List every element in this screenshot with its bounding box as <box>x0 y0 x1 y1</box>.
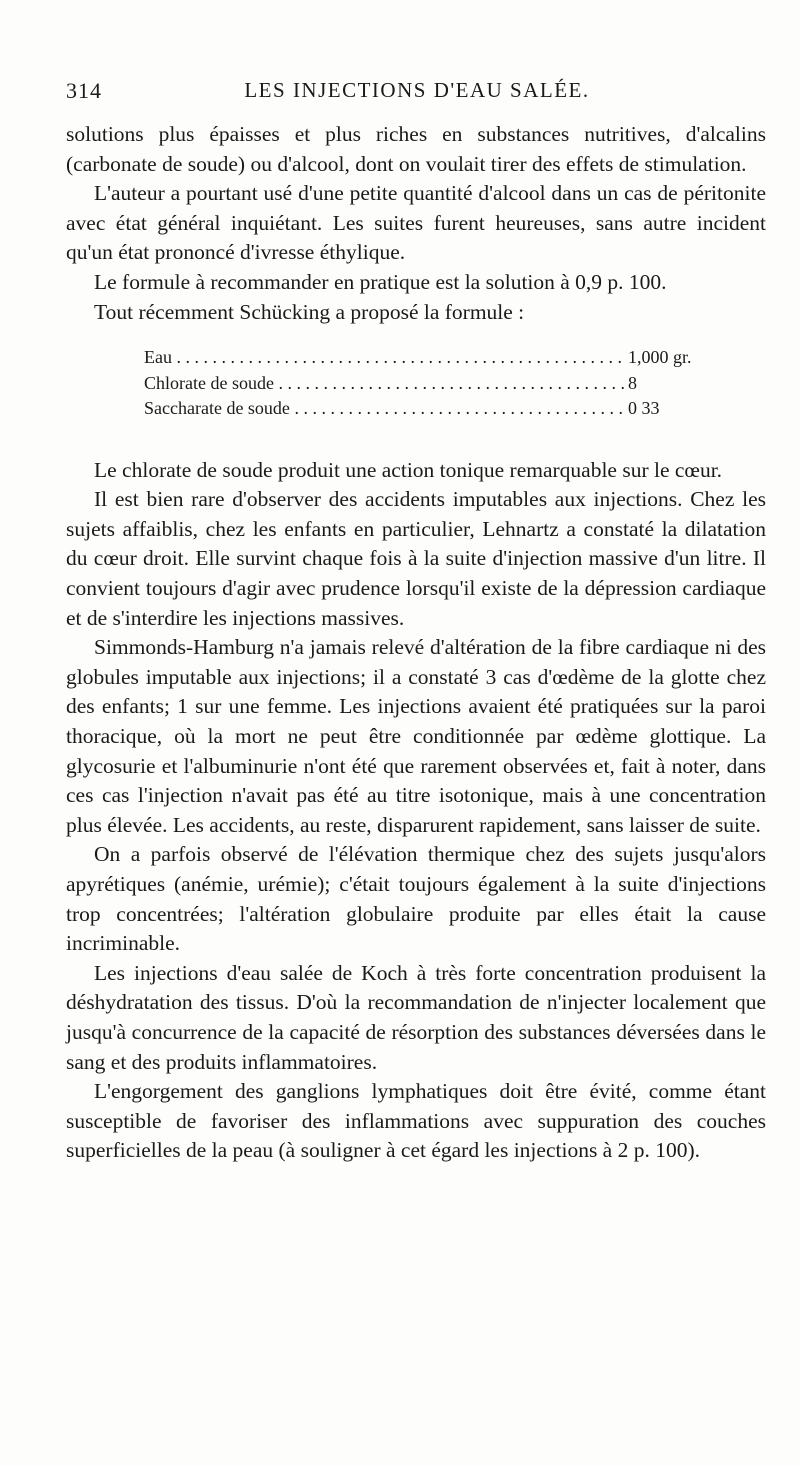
formula-table <box>66 345 766 422</box>
paragraph: On a parfois observé de l'élévation thermique chez des sujets jusqu'alors apyrétiques (anémie, urémie); c'était toujours également à la suite d'injections trop concentrées; l'altération globulaire produite par elles était la cause incriminable. <box>66 842 766 956</box>
running-title: LES INJECTIONS D'EAU SALÉE. <box>244 78 590 102</box>
formula-row <box>66 371 766 397</box>
paragraph: solutions plus épaisses et plus riches en substances nutritives, d'alcalins (carbonate de soude) ou d'alcool, dont on voulait tirer des effets de stimulation. <box>66 122 766 176</box>
formula-quantity: 8 <box>624 371 748 397</box>
paragraph: L'auteur a pourtant usé d'une petite quantité d'alcool dans un cas de péritonite avec état général inquiétant. Les suites furent heureuses, sans autre incident qu'un état prononcé d'ivresse éthylique. <box>66 181 766 265</box>
paragraph: Le formule à recommander en pratique est la solution à 0,9 p. 100. <box>94 269 667 294</box>
body-text <box>66 120 766 1166</box>
formula-row <box>66 345 766 371</box>
formula-ingredient: Eau . . . <box>144 345 624 371</box>
paragraph: Simmonds-Hamburg n'a jamais relevé d'altération de la fibre cardiaque ni des globules imputable aux injections; il a constaté 3 cas d'œdème de la glotte chez des enfants; 1 sur une femme. Les injections avaient été pratiquées sur la paroi thoracique, où la mort ne peut être conditionnée par œdème glottique. La glycosurie et l'albuminurie n'ont été que rarement observées et, fait à noter, dans ces cas l'injection n'avait pas été au titre isotonique, mais à une concentration plus élevée. Les accidents, au reste, disparurent rapidement, sans laisser de suite. <box>66 635 766 837</box>
page-number: 314 <box>66 78 102 103</box>
paragraph: L'engorgement des ganglions lymphatiques doit être évité, comme étant susceptible de favoriser des inflammations avec suppuration des couches superficielles de la peau (à souligner à cet égard les injections à 2 p. 100). <box>66 1079 766 1163</box>
formula-quantity: 0 33 <box>624 396 748 422</box>
formula-quantity: 1,000 gr. <box>624 345 748 371</box>
paragraph: Tout récemment Schücking a proposé la formule : <box>94 299 525 324</box>
running-head <box>66 78 768 112</box>
paragraph: Le chlorate de soude produit une action tonique remarquable sur le cœur. <box>94 457 723 482</box>
formula-ingredient: Saccharate de soude . . . <box>144 396 624 422</box>
formula-row <box>66 396 766 422</box>
formula-ingredient: Chlorate de soude . . . <box>144 371 624 397</box>
paragraph: Il est bien rare d'observer des accidents imputables aux injections. Chez les sujets affaiblis, chez les enfants en particulier, Lehnartz a constaté la dilatation du cœur droit. Elle survint chaque fois à la suite d'injection massive d'un litre. Il convient toujours d'agir avec prudence lorsqu'il existe de la dépression cardiaque et de s'interdire les injections massives. <box>66 487 766 630</box>
paragraph: Les injections d'eau salée de Koch à très forte concentration produisent la déshydratation des tissus. D'où la recommandation de n'injecter localement que jusqu'à concurrence de la capacité de résorption des substances déversées dans le sang et des produits inflammatoires. <box>66 960 766 1074</box>
